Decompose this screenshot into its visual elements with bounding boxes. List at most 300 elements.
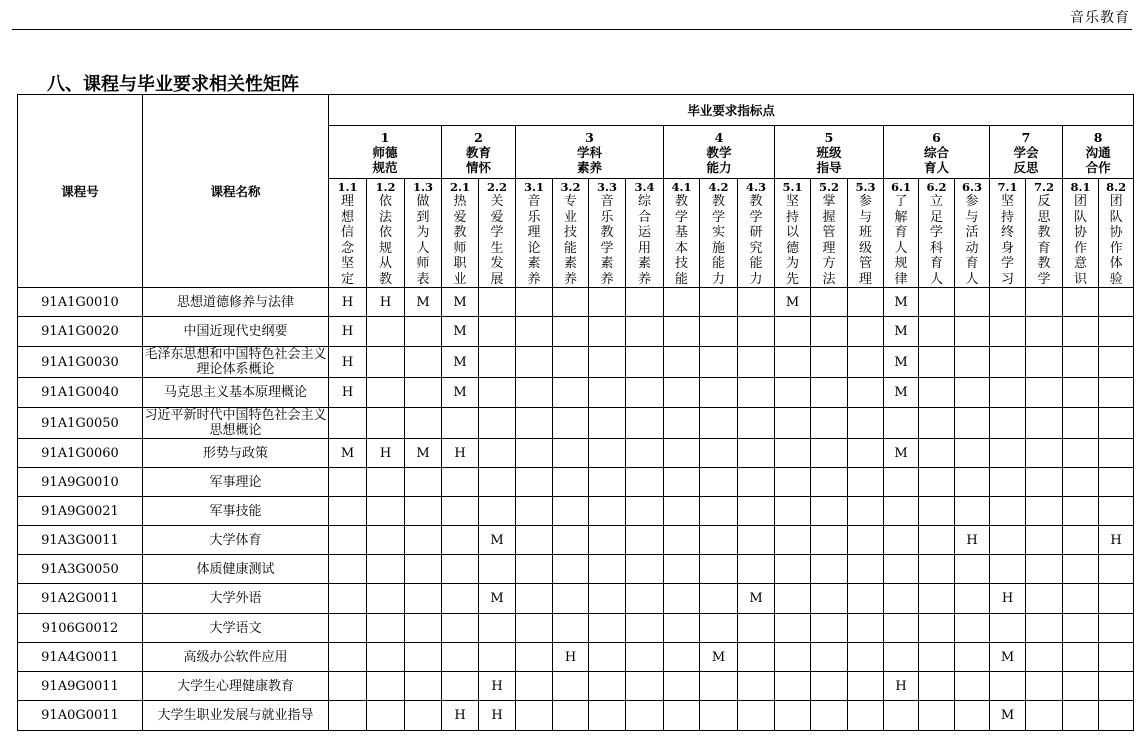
relevance-cell: M [442, 317, 479, 347]
course-requirement-matrix [17, 94, 1134, 731]
relevance-cell [811, 317, 848, 347]
relevance-cell [738, 614, 775, 643]
group-number: 2 [474, 129, 483, 145]
relevance-cell [811, 497, 848, 526]
requirement-group [775, 126, 884, 179]
relevance-cell [405, 497, 442, 526]
relevance-cell [1099, 439, 1134, 468]
requirement-group [990, 126, 1063, 179]
relevance-cell [553, 672, 589, 701]
indicator-text: 音乐教学素养 [600, 194, 614, 287]
indicator-text: 综合运用素养 [637, 194, 651, 287]
relevance-cell [884, 614, 919, 643]
relevance-cell [442, 584, 479, 614]
group-name: 教学能力 [706, 144, 732, 175]
table-row [18, 555, 1134, 584]
relevance-cell [589, 526, 626, 555]
relevance-cell [626, 701, 664, 731]
table-row [18, 584, 1134, 614]
relevance-cell [1063, 526, 1099, 555]
relevance-cell: M [700, 643, 738, 672]
relevance-cell [516, 643, 553, 672]
relevance-cell [1099, 408, 1134, 439]
relevance-cell [516, 672, 553, 701]
relevance-cell [442, 555, 479, 584]
relevance-cell [775, 614, 811, 643]
indicator-id: 3.4 [634, 180, 655, 194]
indicator-8-1 [1063, 179, 1099, 288]
relevance-cell [775, 584, 811, 614]
course-name: 体质健康测试 [143, 555, 329, 584]
relevance-cell: H [367, 439, 405, 468]
relevance-cell [738, 701, 775, 731]
relevance-cell [700, 526, 738, 555]
relevance-cell [990, 347, 1026, 378]
relevance-cell [848, 347, 884, 378]
relevance-cell [700, 347, 738, 378]
indicator-text: 了解育人规律 [894, 194, 908, 287]
relevance-cell [405, 468, 442, 497]
relevance-cell [1099, 643, 1134, 672]
relevance-cell [553, 497, 589, 526]
relevance-cell [664, 378, 700, 408]
relevance-cell [589, 497, 626, 526]
relevance-cell [367, 378, 405, 408]
relevance-cell [775, 701, 811, 731]
relevance-cell [626, 672, 664, 701]
relevance-cell [479, 468, 516, 497]
indicator-id: 5.3 [855, 180, 876, 194]
relevance-cell [626, 555, 664, 584]
relevance-cell [811, 526, 848, 555]
relevance-cell [664, 614, 700, 643]
relevance-cell [589, 408, 626, 439]
indicator-text: 反思教育教学 [1037, 194, 1051, 287]
relevance-cell [1063, 468, 1099, 497]
relevance-cell [1063, 643, 1099, 672]
course-name: 大学外语 [143, 584, 329, 614]
relevance-cell [848, 408, 884, 439]
relevance-cell [626, 468, 664, 497]
relevance-cell [919, 317, 955, 347]
relevance-cell [811, 439, 848, 468]
indicator-text: 立足学科育人 [929, 194, 943, 287]
relevance-cell [700, 288, 738, 317]
relevance-cell [553, 317, 589, 347]
relevance-cell [738, 378, 775, 408]
section-title: 八、课程与毕业要求相关性矩阵 [47, 74, 299, 95]
course-name: 习近平新时代中国特色社会主义思想概论 [144, 408, 327, 438]
relevance-cell [775, 555, 811, 584]
relevance-cell [516, 614, 553, 643]
group-name: 沟通合作 [1085, 144, 1111, 175]
relevance-cell [1063, 614, 1099, 643]
relevance-cell [516, 408, 553, 439]
relevance-cell: M [479, 584, 516, 614]
relevance-cell: M [775, 288, 811, 317]
relevance-cell [329, 526, 367, 555]
relevance-cell [1063, 555, 1099, 584]
relevance-cell [1063, 408, 1099, 439]
indicator-6-2 [919, 179, 955, 288]
indicator-4-3 [738, 179, 775, 288]
indicator-1-3 [405, 179, 442, 288]
relevance-cell [553, 526, 589, 555]
course-name: 军事技能 [143, 497, 329, 526]
relevance-cell [919, 439, 955, 468]
relevance-cell [1099, 701, 1134, 731]
relevance-cell [589, 317, 626, 347]
relevance-cell [700, 317, 738, 347]
course-code: 91A1G0050 [18, 408, 143, 439]
relevance-cell [1026, 439, 1063, 468]
relevance-cell [1026, 347, 1063, 378]
relevance-cell [775, 643, 811, 672]
relevance-cell [919, 614, 955, 643]
relevance-cell [479, 555, 516, 584]
relevance-cell [589, 555, 626, 584]
indicator-4-2 [700, 179, 738, 288]
course-code-header: 课程号 [18, 95, 143, 288]
course-code: 91A1G0020 [18, 317, 143, 347]
relevance-cell [589, 288, 626, 317]
relevance-cell: H [955, 526, 990, 555]
relevance-cell [884, 468, 919, 497]
relevance-cell: M [990, 643, 1026, 672]
relevance-cell [329, 408, 367, 439]
course-code: 9106G0012 [18, 614, 143, 643]
relevance-cell [553, 378, 589, 408]
relevance-cell [775, 526, 811, 555]
relevance-cell [329, 468, 367, 497]
relevance-cell [1026, 643, 1063, 672]
indicator-text: 坚持以德为先 [785, 194, 799, 287]
table-row [18, 317, 1134, 347]
header-row-top [18, 95, 1134, 126]
indicator-8-2 [1099, 179, 1134, 288]
group-name: 学科素养 [576, 144, 602, 175]
relevance-cell [700, 672, 738, 701]
relevance-cell [664, 288, 700, 317]
relevance-cell [479, 497, 516, 526]
relevance-cell: H [329, 378, 367, 408]
indicator-3-2 [553, 179, 589, 288]
indicator-text: 团队协作体验 [1109, 194, 1123, 287]
relevance-cell [626, 288, 664, 317]
relevance-cell [738, 643, 775, 672]
indicator-id: 5.1 [782, 180, 803, 194]
relevance-cell [589, 378, 626, 408]
relevance-cell [516, 497, 553, 526]
relevance-cell: H [1099, 526, 1134, 555]
relevance-cell [367, 497, 405, 526]
relevance-cell [738, 497, 775, 526]
relevance-cell [919, 584, 955, 614]
relevance-cell [516, 701, 553, 731]
indicator-text: 教学基本技能 [674, 194, 688, 287]
relevance-cell [919, 288, 955, 317]
requirement-group [516, 126, 664, 179]
course-name: 马克思主义基本原理概论 [143, 378, 329, 408]
relevance-cell [479, 317, 516, 347]
indicator-text: 参与活动育人 [965, 194, 979, 287]
relevance-cell [811, 468, 848, 497]
relevance-cell [479, 288, 516, 317]
relevance-cell [589, 347, 626, 378]
table-row [18, 643, 1134, 672]
relevance-cell: M [884, 288, 919, 317]
relevance-cell [405, 317, 442, 347]
indicator-5-3 [848, 179, 884, 288]
requirement-group [329, 126, 442, 179]
relevance-cell [955, 701, 990, 731]
relevance-cell [775, 439, 811, 468]
relevance-cell [775, 378, 811, 408]
relevance-cell: M [884, 439, 919, 468]
course-name: 军事理论 [143, 468, 329, 497]
indicator-id: 4.2 [708, 180, 729, 194]
relevance-cell [919, 378, 955, 408]
relevance-cell: H [479, 672, 516, 701]
relevance-cell [516, 317, 553, 347]
relevance-cell [700, 408, 738, 439]
relevance-cell [955, 497, 990, 526]
relevance-cell [553, 555, 589, 584]
relevance-cell [442, 526, 479, 555]
relevance-cell [990, 672, 1026, 701]
course-code: 91A1G0030 [18, 347, 143, 378]
indicator-id: 7.1 [997, 180, 1018, 194]
group-name: 学会反思 [1013, 144, 1039, 175]
table-row [18, 701, 1134, 731]
indicator-text: 团队协作意识 [1073, 194, 1087, 287]
relevance-cell [329, 555, 367, 584]
indicator-text: 音乐理论素养 [527, 194, 541, 287]
relevance-cell [553, 584, 589, 614]
relevance-cell [1063, 317, 1099, 347]
relevance-cell [811, 347, 848, 378]
indicator-7-2 [1026, 179, 1063, 288]
relevance-cell [626, 526, 664, 555]
group-name: 综合育人 [923, 144, 949, 175]
relevance-cell [990, 378, 1026, 408]
relevance-cell [919, 408, 955, 439]
relevance-cell [664, 497, 700, 526]
relevance-cell [884, 555, 919, 584]
relevance-cell [1026, 378, 1063, 408]
relevance-cell [1063, 347, 1099, 378]
relevance-cell [553, 347, 589, 378]
relevance-cell [329, 701, 367, 731]
relevance-cell [919, 643, 955, 672]
relevance-cell [955, 347, 990, 378]
relevance-cell [1026, 614, 1063, 643]
relevance-cell: M [990, 701, 1026, 731]
relevance-cell [664, 643, 700, 672]
relevance-cell [589, 584, 626, 614]
indicator-3-4 [626, 179, 664, 288]
relevance-cell [811, 555, 848, 584]
table-row [18, 614, 1134, 643]
indicator-text: 做到为人师表 [416, 194, 430, 287]
relevance-cell [329, 614, 367, 643]
relevance-cell [516, 584, 553, 614]
relevance-cell [738, 288, 775, 317]
relevance-cell: M [884, 347, 919, 378]
relevance-cell [955, 288, 990, 317]
relevance-cell [664, 347, 700, 378]
group-number: 4 [714, 129, 724, 145]
table-row [18, 526, 1134, 555]
relevance-cell [553, 408, 589, 439]
group-name: 班级指导 [816, 144, 842, 175]
relevance-cell: H [329, 317, 367, 347]
relevance-cell [1026, 497, 1063, 526]
relevance-cell [367, 643, 405, 672]
course-name: 毛泽东思想和中国特色社会主义理论体系概论 [144, 347, 327, 377]
running-header: 音乐教育 [1070, 10, 1130, 26]
relevance-cell [919, 497, 955, 526]
indicator-7-1 [990, 179, 1026, 288]
relevance-cell [626, 614, 664, 643]
indicator-6-1 [884, 179, 919, 288]
relevance-cell [329, 643, 367, 672]
relevance-cell [1026, 317, 1063, 347]
relevance-cell [367, 347, 405, 378]
course-code: 91A3G0050 [18, 555, 143, 584]
indicator-text: 专业技能素养 [563, 194, 577, 287]
indicator-id: 1.2 [375, 180, 396, 194]
relevance-cell [1063, 672, 1099, 701]
relevance-cell [811, 584, 848, 614]
relevance-cell [700, 497, 738, 526]
relevance-cell [367, 317, 405, 347]
relevance-cell [1099, 584, 1134, 614]
relevance-cell [1026, 672, 1063, 701]
relevance-cell [1026, 408, 1063, 439]
relevance-cell [329, 497, 367, 526]
relevance-cell [626, 347, 664, 378]
indicator-text: 理想信念坚定 [340, 194, 354, 287]
relevance-cell [884, 526, 919, 555]
requirement-group [664, 126, 775, 179]
relevance-cell: H [442, 701, 479, 731]
relevance-cell [848, 468, 884, 497]
relevance-cell [700, 555, 738, 584]
relevance-cell [919, 672, 955, 701]
relevance-cell [848, 288, 884, 317]
relevance-cell [811, 614, 848, 643]
relevance-cell [1099, 672, 1134, 701]
relevance-cell [516, 439, 553, 468]
relevance-cell [811, 701, 848, 731]
relevance-cell: M [405, 288, 442, 317]
relevance-cell [738, 526, 775, 555]
group-number: 7 [1021, 129, 1031, 145]
relevance-cell [919, 555, 955, 584]
indicator-id: 6.3 [961, 180, 982, 194]
relevance-cell [516, 288, 553, 317]
course-name: 大学生心理健康教育 [143, 672, 329, 701]
relevance-cell [700, 584, 738, 614]
relevance-cell: M [479, 526, 516, 555]
indicator-id: 1.3 [412, 180, 433, 194]
indicator-2-2 [479, 179, 516, 288]
relevance-cell [479, 643, 516, 672]
indicator-id: 4.3 [745, 180, 766, 194]
relevance-cell [1026, 468, 1063, 497]
course-code: 91A9G0021 [18, 497, 143, 526]
indicator-3-1 [516, 179, 553, 288]
course-name: 大学生职业发展与就业指导 [143, 701, 329, 731]
relevance-cell [884, 643, 919, 672]
table-row [18, 497, 1134, 526]
relevance-cell [990, 497, 1026, 526]
relevance-cell [405, 347, 442, 378]
relevance-cell [405, 672, 442, 701]
group-number: 5 [824, 129, 834, 145]
relevance-cell [884, 701, 919, 731]
relevance-cell [516, 378, 553, 408]
relevance-cell [405, 643, 442, 672]
relevance-cell [848, 378, 884, 408]
relevance-cell [664, 701, 700, 731]
relevance-cell [700, 701, 738, 731]
relevance-cell [955, 378, 990, 408]
relevance-cell [700, 468, 738, 497]
relevance-cell [811, 643, 848, 672]
relevance-cell [848, 584, 884, 614]
relevance-cell [955, 672, 990, 701]
group-number: 6 [932, 129, 941, 145]
course-name: 思想道德修养与法律 [143, 288, 329, 317]
indicator-text: 教学研究能力 [749, 194, 763, 287]
relevance-cell [626, 408, 664, 439]
relevance-cell: M [738, 584, 775, 614]
relevance-cell [990, 408, 1026, 439]
indicator-6-3 [955, 179, 990, 288]
relevance-cell [553, 614, 589, 643]
relevance-cell [738, 408, 775, 439]
relevance-cell: H [329, 288, 367, 317]
relevance-cell [848, 497, 884, 526]
relevance-cell [919, 701, 955, 731]
indicator-text: 热爱教师职业 [453, 194, 467, 287]
relevance-cell [516, 347, 553, 378]
relevance-cell [955, 614, 990, 643]
relevance-cell: M [442, 288, 479, 317]
group-name: 师德规范 [372, 144, 398, 175]
relevance-cell [775, 317, 811, 347]
relevance-cell [919, 526, 955, 555]
relevance-cell [405, 555, 442, 584]
relevance-cell [442, 643, 479, 672]
relevance-cell [479, 439, 516, 468]
relevance-cell [589, 701, 626, 731]
relevance-cell [738, 672, 775, 701]
relevance-cell [919, 347, 955, 378]
relevance-cell [738, 317, 775, 347]
course-code: 91A1G0010 [18, 288, 143, 317]
relevance-cell [367, 672, 405, 701]
relevance-cell [775, 408, 811, 439]
relevance-cell [664, 672, 700, 701]
relevance-cell [664, 526, 700, 555]
relevance-cell [1063, 584, 1099, 614]
relevance-cell [553, 468, 589, 497]
relevance-cell: M [884, 378, 919, 408]
relevance-cell [811, 378, 848, 408]
